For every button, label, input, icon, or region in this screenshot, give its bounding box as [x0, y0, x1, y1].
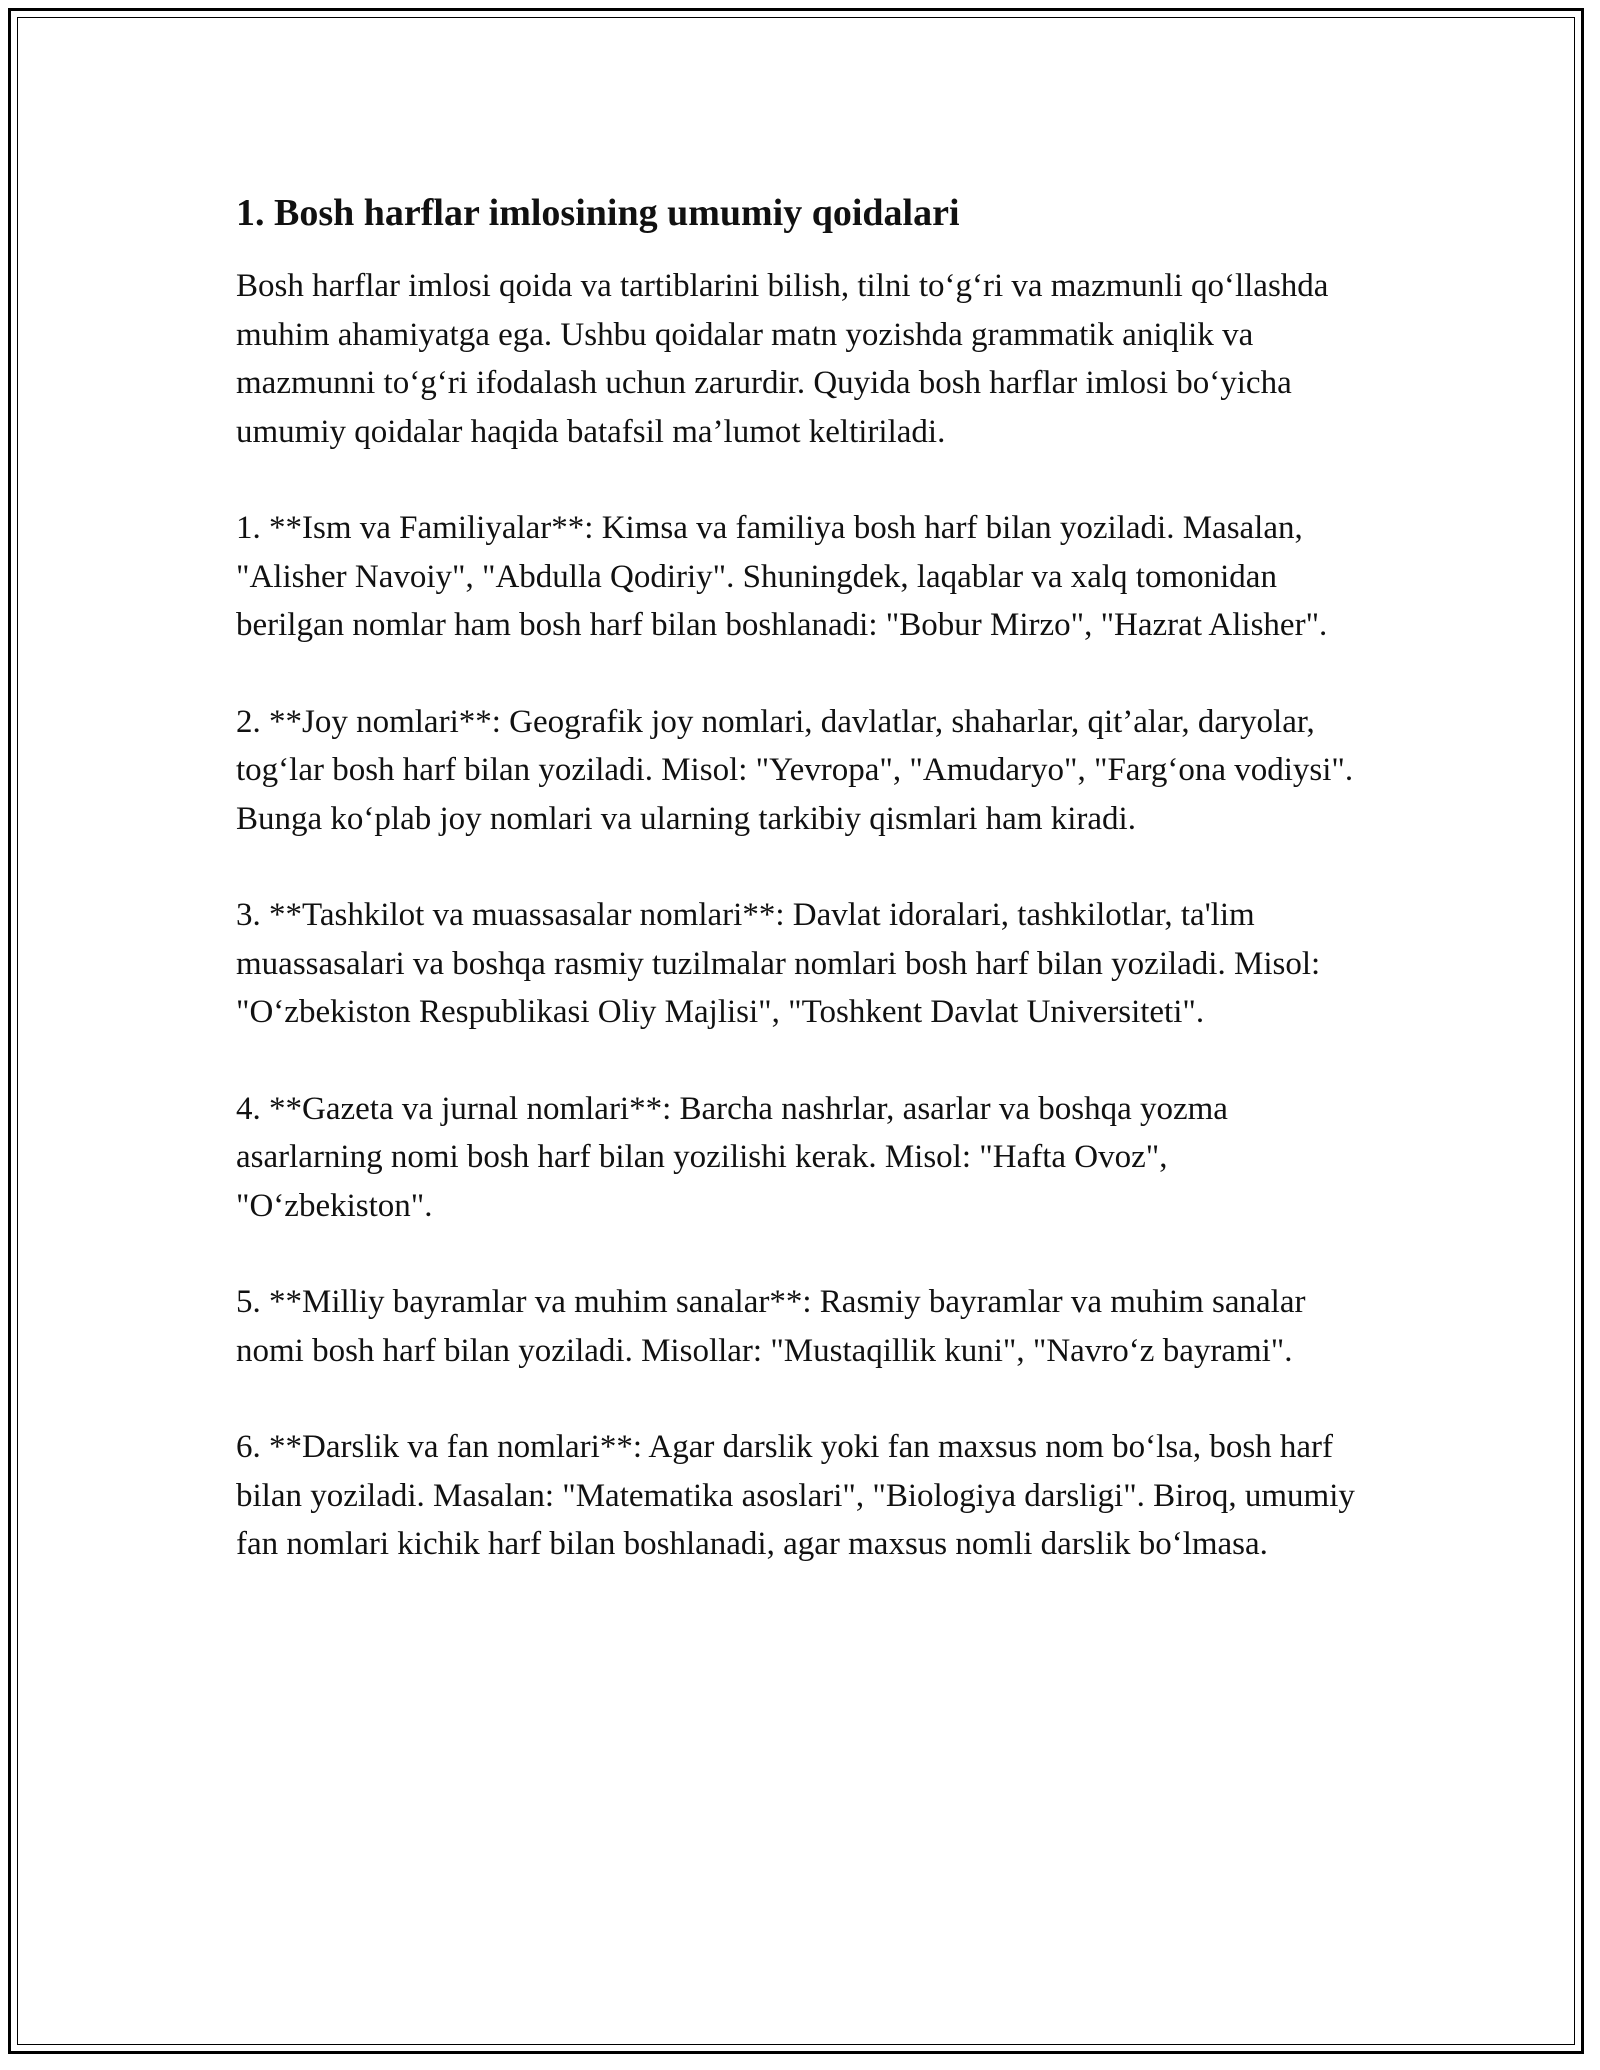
rule-paragraph-1: 1. **Ism va Familiyalar**: Kimsa va familiya bosh harf bilan yoziladi. Masalan, "Alisher Navoiy", "Abdulla Qodiriy". Shuningdek, laqablar va xalq tomonidan berilgan nomlar ham bosh harf bilan boshlanadi: "Bobur Mirzo", "Hazrat Alisher".: [236, 510, 1328, 643]
rule-paragraph-5: 5. **Milliy bayramlar va muhim sanalar**: Rasmiy bayramlar va muhim sanalar nomi bosh harf bilan yoziladi. Misollar: "Mustaqillik kuni", "Navro‘z bayrami".: [236, 1284, 1306, 1369]
section-heading: 1. Bosh harflar imlosining umumiy qoidalari: [236, 192, 960, 234]
rule-paragraph-6: 6. **Darslik va fan nomlari**: Agar darslik yoki fan maxsus nom bo‘lsa, bosh harf bilan yoziladi. Masalan: "Matematika asoslari", "Biologiya darsligi". Biroq, umumiy fan nomlari kichik harf bilan boshlanadi, agar maxsus nomli darslik bo‘lmasa.: [236, 1429, 1355, 1562]
document-body: [236, 188, 1366, 1617]
rule-paragraph-2: 2. **Joy nomlari**: Geografik joy nomlari, davlatlar, shaharlar, qit’alar, daryolar, tog‘lar bosh harf bilan yoziladi. Misol: "Yevropa", "Amudaryo", "Farg‘ona vodiysi". Bunga ko‘plab joy nomlari va ularning tarkibiy qismlari ham kiradi.: [236, 703, 1354, 837]
rule-paragraph-4: 4. **Gazeta va jurnal nomlari**: Barcha nashrlar, asarlar va boshqa yozma asarlarning nomi bosh harf bilan yozilishi kerak. Misol: "Hafta Ovoz", "O‘zbekiston".: [236, 1090, 1228, 1224]
intro-paragraph: Bosh harflar imlosi qoida va tartiblarini bilish, tilni to‘g‘ri va mazmunli qo‘llashda muhim ahamiyatga ega. Ushbu qoidalar matn yozishda grammatik aniqlik va mazmunni to‘g‘ri ifodalash uchun zarurdir. Quyida bosh harflar imlosi bo‘yicha umumiy qoidalar haqida batafsil ma’lumot keltiriladi.: [236, 268, 1329, 450]
rule-paragraph-3: 3. **Tashkilot va muassasalar nomlari**: Davlat idoralari, tashkilotlar, ta'lim muassasalari va boshqa rasmiy tuzilmalar nomlari bosh harf bilan yoziladi. Misol: "O‘zbekiston Respublikasi Oliy Majlisi", "Toshkent Davlat Universiteti".: [236, 897, 1321, 1030]
